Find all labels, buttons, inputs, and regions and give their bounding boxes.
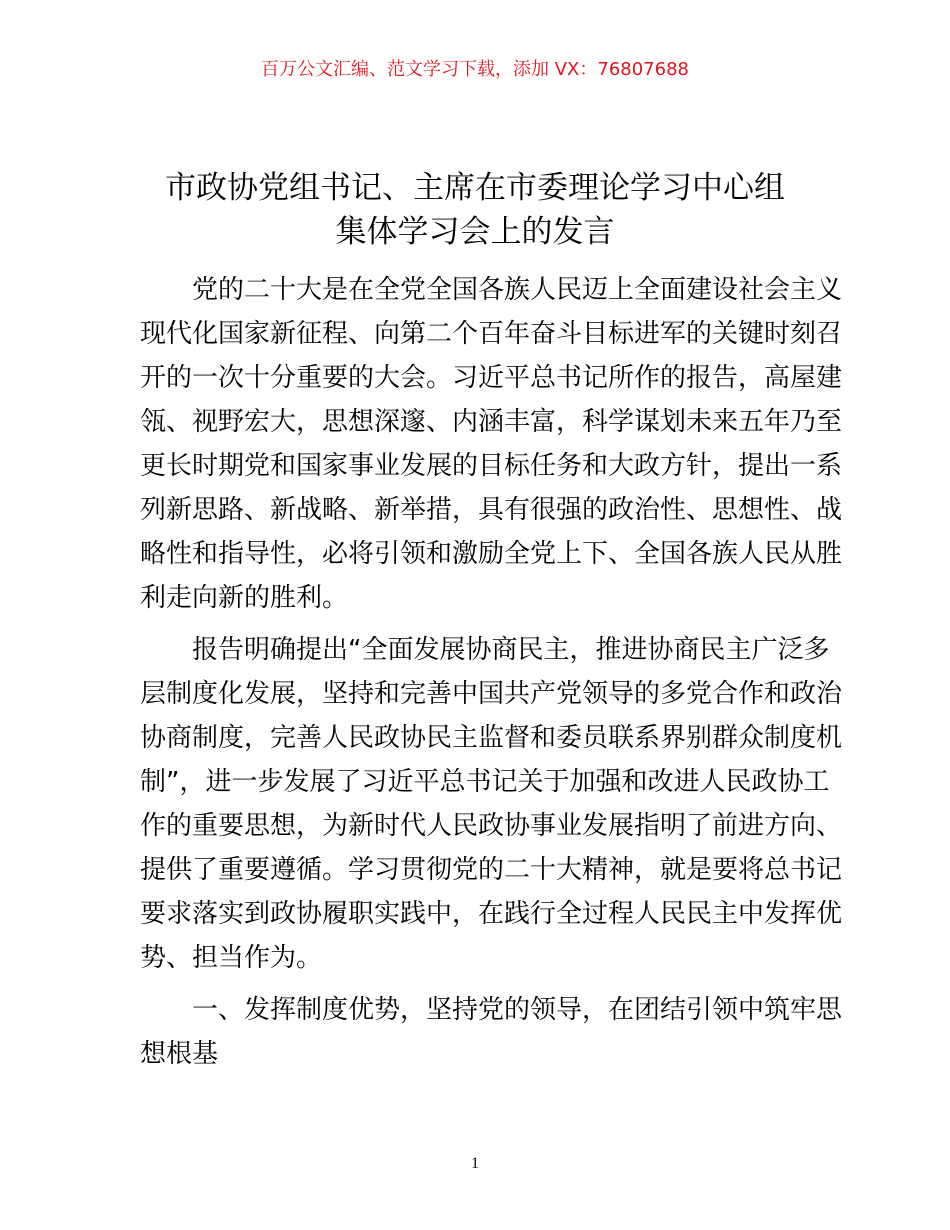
text-line: 列新思路、新战略、新举措，具有很强的政治性、思想性、战 — [140, 495, 843, 525]
text-line: 开的一次十分重要的大会。习近平总书记所作的报告，高屋建 — [140, 363, 843, 393]
text-line: 利走向新的胜利。 — [140, 583, 349, 613]
text-line: 制”，进一步发展了习近平总书记关于加强和改进人民政协工 — [140, 767, 830, 797]
section-heading — [140, 988, 843, 1076]
text-line: 现代化国家新征程、向第二个百年奋斗目标进军的关键时刻召 — [140, 319, 843, 349]
text-line: 提供了重要遵循。学习贯彻党的二十大精神，就是要将总书记 — [140, 855, 843, 885]
paragraph — [140, 268, 843, 620]
document-body — [140, 268, 843, 1084]
document-title-line-1: 市政协党组书记、主席在市委理论学习中心组 — [165, 170, 785, 206]
text-line: 一、发挥制度优势，坚持党的领导，在团结引领中筑牢思 — [192, 995, 843, 1025]
text-line: 略性和指导性，必将引领和激励全党上下、全国各族人民从胜 — [140, 539, 843, 569]
text-line: 报告明确提出“全面发展协商民主，推进协商民主广泛多 — [192, 635, 830, 665]
text-line: 层制度化发展，坚持和完善中国共产党领导的多党合作和政治 — [140, 679, 843, 709]
text-line: 瓴、视野宏大，思想深邃、内涵丰富，科学谋划未来五年乃至 — [140, 407, 843, 437]
text-line: 更长时期党和国家事业发展的目标任务和大政方针，提出一系 — [140, 451, 843, 481]
paragraph — [140, 628, 843, 980]
text-line: 协商制度，完善人民政协民主监督和委员联系界别群众制度机 — [140, 723, 843, 753]
text-line: 势、担当作为。 — [140, 943, 323, 973]
text-line: 要求落实到政协履职实践中，在践行全过程人民民主中发挥优 — [140, 899, 843, 929]
text-line: 想根基 — [140, 1039, 219, 1069]
page-number: 1 — [471, 1155, 479, 1172]
text-line: 作的重要思想，为新时代人民政协事业发展指明了前进方向、 — [140, 811, 843, 841]
text-line: 党的二十大是在全党全国各族人民迈上全面建设社会主义 — [192, 275, 843, 305]
document-title-line-2: 集体学习会上的发言 — [335, 214, 615, 250]
watermark-header: 百万公文汇编、范文学习下载，添加 VX：76807688 — [261, 59, 689, 80]
